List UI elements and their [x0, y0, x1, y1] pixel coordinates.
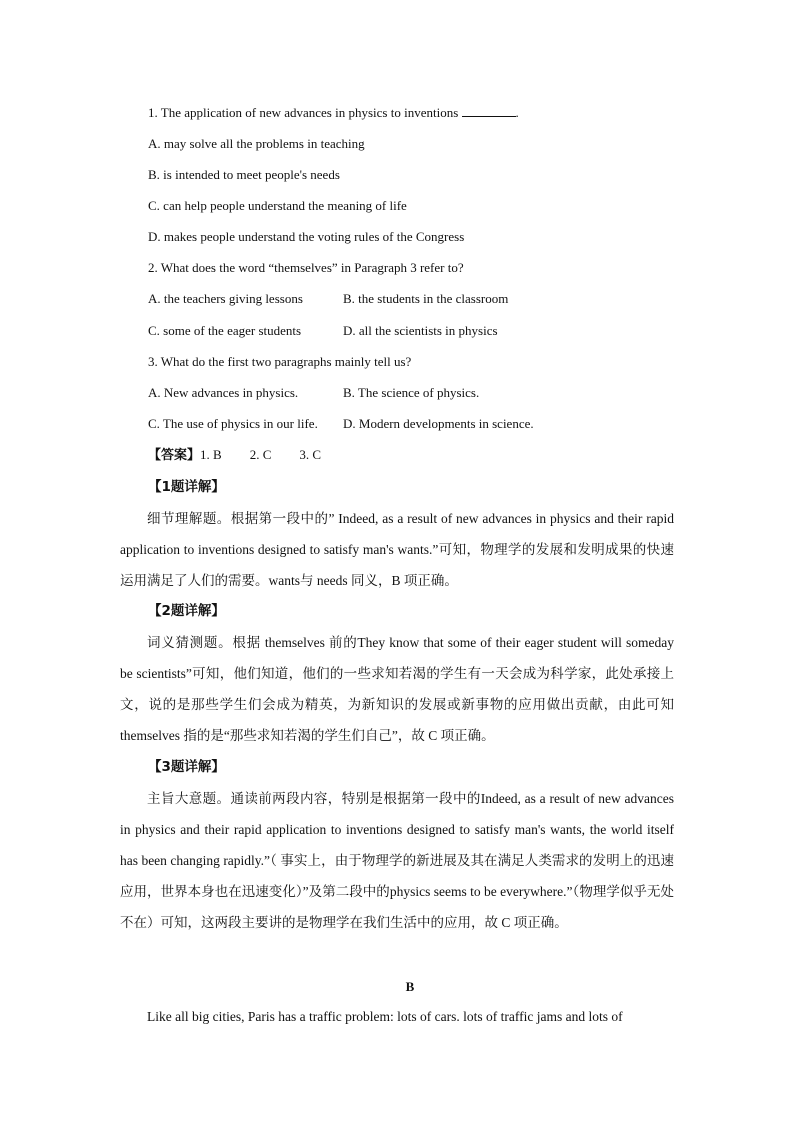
explanation-1-heading: 【1题详解】: [148, 479, 225, 495]
answer-item-1: 1. B: [200, 447, 222, 462]
answer-item-3: 3. C: [299, 447, 322, 462]
section-b-text: Like all big cities, Paris has a traffic problem: lots of cars. lots of traffic jams and lots of: [147, 1009, 623, 1024]
question-2-option-c: C. some of the eager students: [148, 323, 302, 338]
answer-item-2: 2. C: [249, 447, 272, 462]
explanation-3-text: 主旨大意题。通读前两段内容，特别是根据第一段中的Indeed, as a result of new advances in physics and their rapid application to inventions designed to satisfy man's wants, the world itself has been changing rapidly.”（ 事实上，由于物理学的新进展及其在满足人类需求的发明上的迅速应用，世界本身也在迅速变化）”及第二段中的physics seems to be everywhere.”（物理学似乎无处不在）可知，这两段主要讲的是物理学在我们生活中的应用，故 C 项正确。: [120, 791, 674, 930]
question-1-option-d: D. makes people understand the voting rules of the Congress: [148, 229, 465, 244]
question-1-text: 1. The application of new advances in physics to inventions: [148, 105, 462, 120]
explanation-3-heading: 【3题详解】: [148, 759, 225, 775]
question-2-option-a: A. the teachers giving lessons: [148, 291, 303, 306]
question-3-option-c: C. The use of physics in our life.: [148, 416, 318, 431]
question-3-option-a: A. New advances in physics.: [148, 385, 299, 400]
explanation-2-heading: 【2题详解】: [148, 603, 225, 619]
answer-blank: [462, 104, 516, 117]
question-3-option-b: B. The science of physics.: [343, 385, 480, 400]
question-3-option-d: D. Modern developments in science.: [343, 416, 534, 431]
question-2-option-b: B. the students in the classroom: [343, 291, 509, 306]
question-1-option-a: A. may solve all the problems in teaching: [148, 136, 365, 151]
explanation-1-text: 细节理解题。根据第一段中的” Indeed, as a result of new advances in physics and their rapid application to inventions designed to satisfy man's wants.”可知，物理学的发展和发明成果的快速运用满足了人们的需要。wants与 needs 同义，B 项正确。: [120, 511, 674, 588]
question-2-stem: 2. What does the word “themselves” in Paragraph 3 refer to?: [148, 260, 464, 275]
question-1-tail: .: [515, 105, 519, 120]
answer-label: 【答案】: [148, 448, 201, 463]
answer-line: [148, 446, 321, 465]
question-1-stem: [148, 104, 519, 122]
question-3-stem: 3. What do the first two paragraphs mainly tell us?: [148, 354, 412, 369]
explanation-2-text: 词义猜测题。根据 themselves 前的They know that some of their eager student will someday be scientists”可知，他们知道，他们的一些求知若渴的学生有一天会成为科学家，此处承接上文，说的是那些学生们会成为精英，为新知识的发展或新事物的应用做出贡献，由此可知 themselves 指的是“那些求知若渴的学生们自己”，故 C 项正确。: [120, 635, 674, 743]
question-1-option-c: C. can help people understand the meaning of life: [148, 198, 407, 213]
question-2-option-d: D. all the scientists in physics: [343, 323, 498, 338]
section-b-title: B: [405, 979, 415, 994]
question-1-option-b: B. is intended to meet people's needs: [148, 167, 340, 182]
